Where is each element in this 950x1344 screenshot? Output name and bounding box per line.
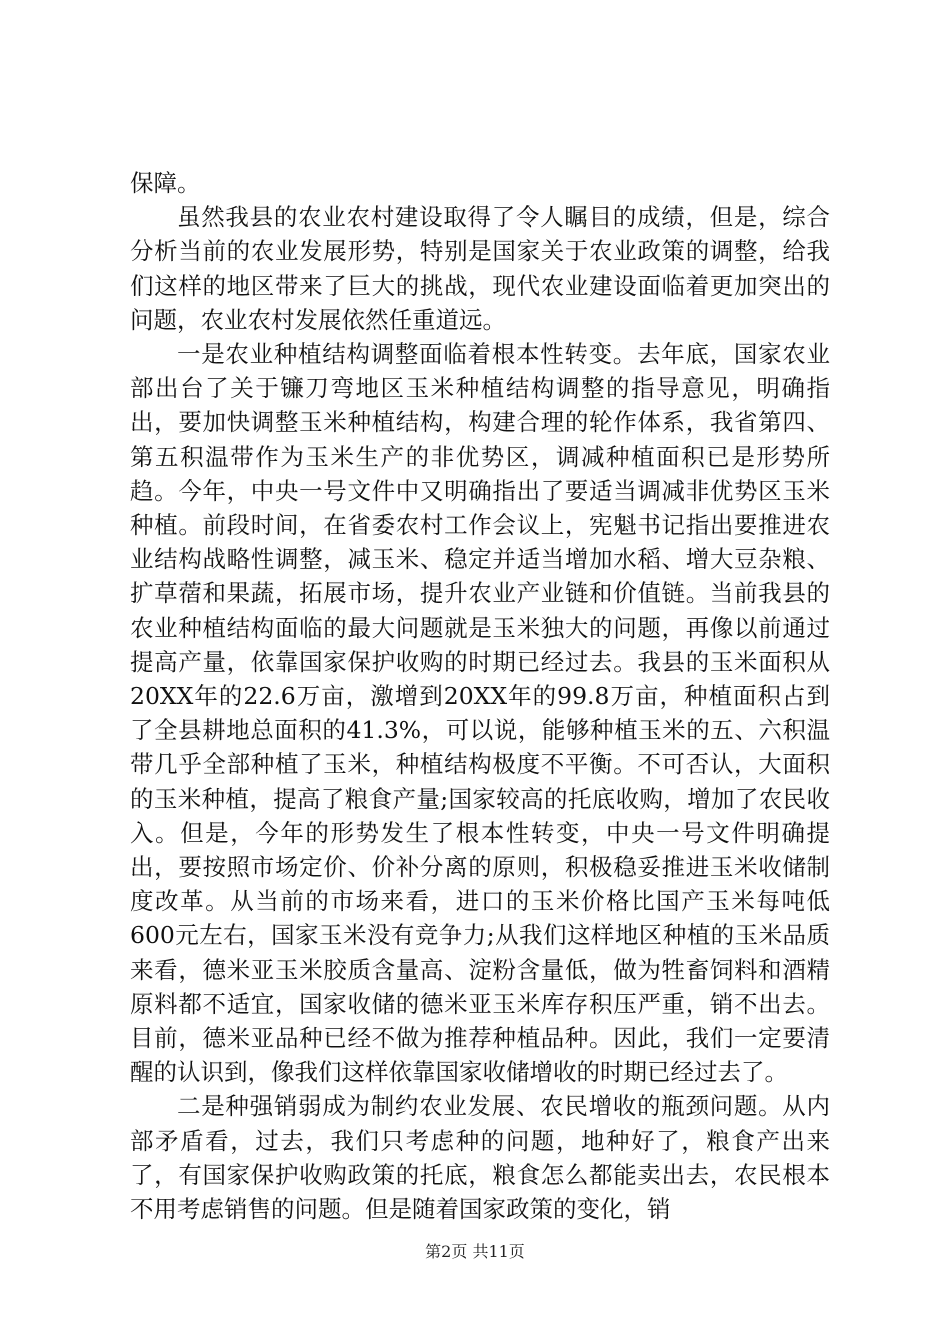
paragraph-challenges-intro: 虽然我县的农业农村建设取得了令人瞩目的成绩，但是，综合分析当前的农业发展形势，特别是国家关于农业政策的调整，给我们这样的地区带来了巨大的挑战，现代农业建设面临着更加突出的问题，农业农村发展依然任重道远。 — [130, 203, 830, 334]
paragraph-continuation: 保障。 — [130, 169, 201, 197]
paragraph-sales-bottleneck: 二是种强销弱成为制约农业发展、农民增收的瓶颈问题。从内部矛盾看，过去，我们只考虑种的问题，地种好了，粮食产出来了，有国家保护收购政策的托底，粮食怎么都能卖出去，农民根本不用考虑销售的问题。但是随着国家政策的变化，销 — [130, 1092, 830, 1224]
page-footer: 第2页 共11页 — [425, 1242, 525, 1261]
document-body — [130, 166, 830, 1226]
paragraph-planting-structure: 一是农业种植结构调整面临着根本性转变。去年底，国家农业部出台了关于镰刀弯地区玉米种植结构调整的指导意见，明确指出，要加快调整玉米种植结构，构建合理的轮作体系，我省第四、第五积温带作为玉米生产的非优势区，调减种植面积已是形势所趋。今年，中央一号文件中又明确指出了要适当调减非优势区玉米种植。前段时间，在省委农村工作会议上，宪魁书记指出要推进农业结构战略性调整，减玉米、稳定并适当增加水稻、增大豆杂粮、扩草蓿和果蔬，拓展市场，提升农业产业链和价值链。当前我县的农业种植结构面临的最大问题就是玉米独大的问题，再像以前通过提高产量，依靠国家保护收购的时期已经过去。我县的玉米面积从20XX年的22.6万亩，激增到20XX年的99.8万亩，种植面积占到了全县耕地总面积的41.3%，可以说，能够种植玉米的五、六积温带几乎全部种植了玉米，种植结构极度不平衡。不可否认，大面积的玉米种植，提高了粮食产量;国家较高的托底收购，增加了农民收入。但是，今年的形势发生了根本性转变，中央一号文件明确提出，要按照市场定价、价补分离的原则，积极稳妥推进玉米收储制度改革。从当前的市场来看，进口的玉米价格比国产玉米每吨低600元左右，国家玉米没有竞争力;从我们这样地区种植的玉米品质来看，德米亚玉米胶质含量高、淀粉含量低，做为牲畜饲料和酒精原料都不适宜，国家收储的德米亚玉米库存积压严重，销不出去。目前，德米亚品种已经不做为推荐种植品种。因此，我们一定要清醒的认识到，像我们这样依靠国家收储增收的时期已经过去了。 — [130, 340, 830, 1087]
